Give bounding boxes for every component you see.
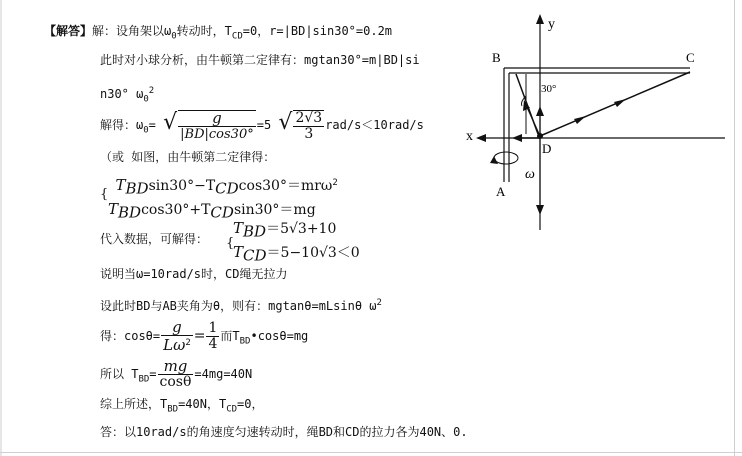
sub: BD [138, 374, 150, 385]
up-force-arrow [536, 106, 544, 116]
point-b-label: B [492, 50, 501, 65]
sub: CD [231, 31, 243, 42]
text: 转动时，T [176, 24, 232, 38]
answer-tag: 【解答】 [44, 24, 93, 38]
sub: BD [239, 336, 251, 347]
sub: CD [215, 179, 239, 198]
text: = [193, 328, 206, 344]
sub: BD [125, 179, 149, 198]
sub: 0 [143, 94, 149, 105]
text: 而T [220, 329, 240, 343]
text: 设此时BD与AB夹角为θ，则有：mgtanθ=mLsinθ ω [100, 299, 377, 313]
solution-1 [233, 218, 336, 241]
text: ＝5−10√3＜0 [266, 245, 360, 261]
text: cos30°＝mrω [238, 178, 333, 194]
text: sin30°−T [148, 178, 216, 194]
text: Lω [163, 335, 186, 354]
cd-arrow-1 [614, 99, 626, 107]
text: T [108, 200, 119, 218]
left-brace: { [226, 236, 235, 251]
sub: CD [243, 246, 267, 265]
num: g [178, 111, 256, 127]
line-9 [100, 318, 308, 359]
num: 2√3 [295, 109, 323, 126]
text: =0，r=|BD|sin30°=0.2m [242, 24, 393, 38]
sup: 2 [332, 178, 338, 188]
line-8 [100, 296, 382, 313]
sub: CD [210, 203, 234, 222]
text: sin30°＝mg [233, 202, 316, 218]
sub: 0 [143, 125, 149, 136]
angle-label: 30° [541, 83, 557, 95]
y-axis-arrow [536, 14, 544, 24]
y-label: y [548, 17, 555, 32]
text: =40N，T [178, 397, 227, 411]
sup: 2 [148, 86, 155, 96]
text: T [233, 219, 244, 237]
rotation-arrow [490, 156, 498, 164]
den: |BD|cos30° [180, 126, 254, 142]
frame-bottom [0, 452, 742, 453]
text: 所以 T [100, 367, 139, 381]
string-cd [540, 72, 690, 136]
left-brace: { [100, 187, 109, 202]
point-c-label: C [686, 50, 695, 65]
point-d-label: D [542, 141, 552, 156]
line-11 [100, 397, 264, 416]
text: 解：设角架以ω [92, 24, 172, 38]
centripetal-arrow [512, 134, 522, 142]
den: 3 [304, 125, 314, 142]
line-5: （或 如图，由牛顿第二定律得： [100, 150, 276, 164]
sub: CD [226, 404, 238, 415]
text: n30° ω [100, 87, 144, 101]
sub: 0 [171, 31, 177, 42]
sub: BD [167, 404, 179, 415]
text: •cosθ=mg [250, 329, 309, 343]
rotating-frame-diagram [440, 10, 740, 250]
point-a-label: A [496, 184, 506, 199]
den [161, 336, 193, 354]
fraction-1-4 [206, 321, 219, 352]
text: T [115, 176, 126, 194]
text: rad/s＜10rad/s [325, 118, 424, 132]
den: 4 [208, 336, 218, 352]
fraction-g-lw2 [161, 317, 193, 354]
tension-bd [526, 105, 540, 136]
gravity-arrow [536, 205, 544, 215]
sup: 2 [185, 337, 191, 348]
line-7: 说明当ω=10rad/s时，CD绳无拉力 [100, 267, 288, 281]
line-12: 答：以10rad/s的角速度匀速转动时，绳BD和CD的拉力各为40N、0. [100, 425, 468, 439]
text: =5 [256, 118, 272, 132]
text: 解得：ω [100, 118, 144, 132]
line-1 [44, 24, 392, 43]
fraction-mg-cos [158, 359, 194, 390]
x-label: x [466, 129, 473, 144]
line-6: 代入数据，可解得： [100, 232, 209, 246]
den: cosθ [159, 374, 192, 390]
text: cos30°+T [141, 202, 211, 218]
text: ＝5√3+10 [266, 221, 337, 237]
text: 综上所述，T [100, 397, 168, 411]
num: g [161, 320, 193, 336]
num: 1 [208, 320, 218, 336]
text: =4mg=40N [194, 367, 253, 381]
line-4 [100, 103, 424, 150]
fraction-2sqrt3-3 [293, 110, 324, 142]
rotation-ellipse [494, 152, 518, 164]
text: 得：cosθ= [100, 329, 161, 343]
sub: BD [118, 203, 142, 222]
equation-system-1 [100, 172, 338, 202]
sup: 2 [376, 298, 382, 308]
sqrt-sign: √ [278, 110, 293, 135]
cd-arrow-2 [574, 116, 586, 124]
omega-label: ω [525, 167, 535, 182]
ball [537, 133, 543, 139]
frame-left [0, 0, 2, 456]
x-axis-arrow [476, 134, 486, 142]
text: T [233, 243, 244, 261]
text: =0， [237, 397, 264, 411]
num: mg [158, 359, 194, 375]
sqrt-sign: √ [163, 110, 178, 135]
fraction-g-bd [178, 110, 256, 142]
line-2: 此时对小球分析，由牛顿第二定律有：mgtan30°=m|BD|si [100, 53, 420, 67]
line-10 [100, 357, 252, 396]
text: = [149, 367, 157, 381]
text: = [148, 118, 156, 132]
solution-2 [233, 242, 360, 265]
sub: BD [243, 222, 267, 241]
